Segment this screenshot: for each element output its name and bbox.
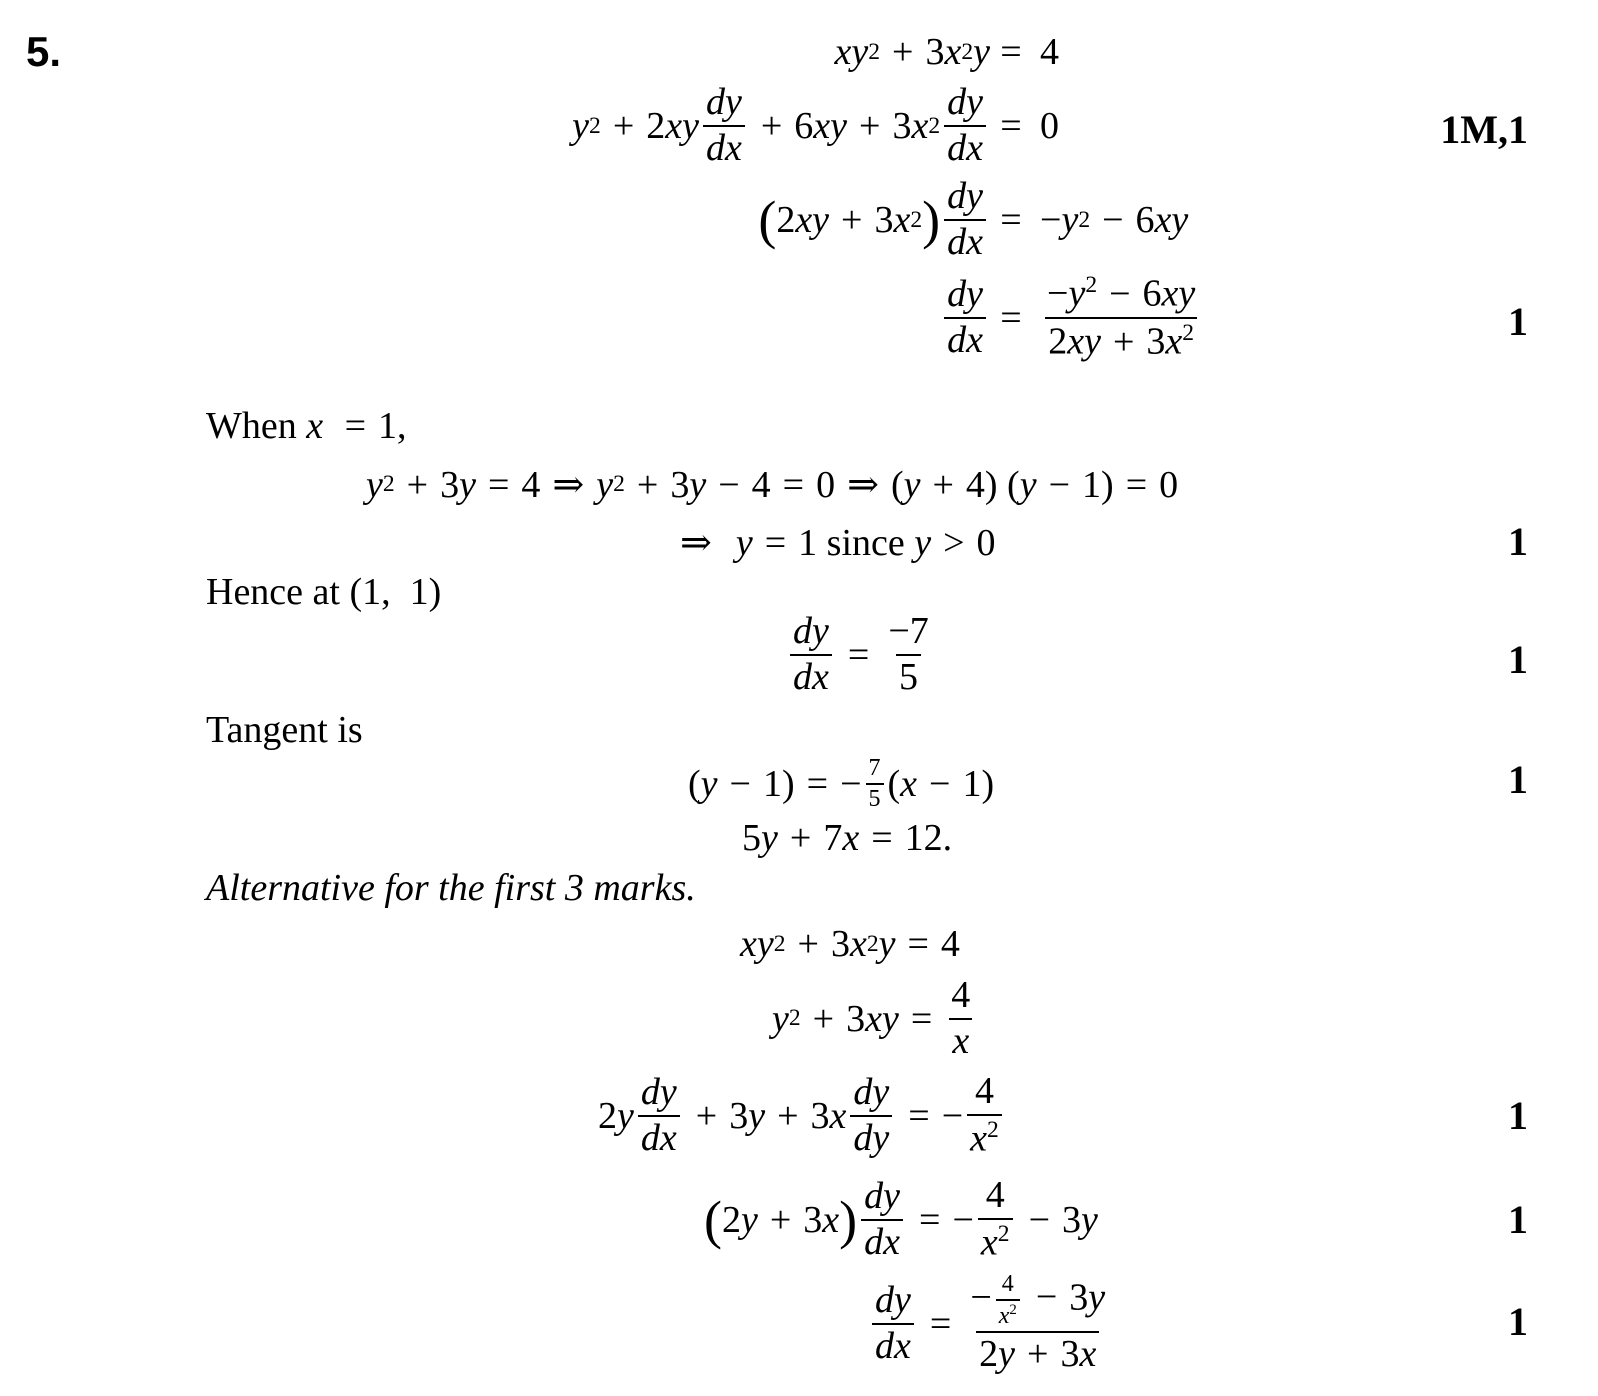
mark-3: 1 — [1508, 519, 1528, 564]
solution-line: ⇒ y = 1 since y > 0 — [680, 521, 996, 564]
deriv-denominator: dx — [872, 1323, 914, 1367]
deriv-numerator: dy — [947, 81, 983, 124]
when-eq: = — [344, 405, 367, 447]
equation-line-1: xy 2 + 3 x 2 y = 4 — [834, 31, 1059, 73]
tangent-final: 5 y + 7 x = 12. — [742, 817, 953, 859]
deriv-denominator: dx — [638, 1115, 680, 1159]
tangent-equation: ( y − 1) = − $\frac{7}{5}$ ( x − 1) — [688, 755, 995, 813]
alt-line-3: 2 y $\frac{dy}{dx}$ + 3 y + 3 x $\frac{dy}{dy}$ = − $\frac{4}{x^2}$ — [598, 1072, 1006, 1159]
deriv-denominator: dx — [703, 125, 745, 169]
since-text: since — [826, 521, 905, 564]
mark-5: 1 — [1508, 757, 1528, 802]
alt-line-5: $\frac{dy}{dx}$ = − $\frac{4}{x^2}$ − 3y 2y + 3x — [868, 1272, 1112, 1375]
deriv-numerator: dy — [640, 1070, 677, 1113]
deriv-denominator: dx — [790, 654, 832, 698]
deriv-numerator: dy — [875, 1278, 911, 1321]
hence-text: Hence at (1, 1) — [206, 571, 442, 613]
mark-8: 1 — [1508, 1299, 1528, 1344]
deriv-numerator: dy — [793, 610, 829, 652]
mark-2: 1 — [1508, 299, 1528, 344]
deriv-numerator: dy — [947, 273, 983, 316]
when-var: x — [306, 405, 324, 447]
deriv-denominator: dx — [944, 317, 986, 361]
equation-line-2: y 2 + 2 xy $\frac{dy}{dx}$ + 6 xy + 3 x 2 $\frac{dy}{dx}$ = 0 — [572, 81, 1059, 169]
deriv-numerator: dy — [947, 175, 983, 218]
deriv-denominator-typo: dy — [850, 1115, 892, 1159]
when-prefix: When — [206, 405, 297, 447]
when-text — [206, 404, 407, 448]
when-value: 1, — [378, 405, 407, 447]
deriv-denominator: dx — [861, 1219, 903, 1263]
substitution-line: y 2 + 3 y = 4 ⇒ y 2 + 3 y − 4 = 0 ⇒ ( y + 4) ( y − 1) = 0 — [366, 463, 1179, 506]
equation-line-4: $\frac{dy}{dx}$ = $\frac{-y^2 - 6xy}{2xy + 3x^2}$ — [0, 278, 1598, 358]
deriv-numerator: dy — [705, 81, 742, 124]
deriv-denominator: dx — [944, 125, 986, 169]
mark-1: 1M,1 — [1440, 107, 1528, 152]
deriv-denominator: dx — [944, 219, 986, 263]
alt-line-2: y 2 + 3 xy = $\frac{4}{x}$ — [772, 974, 971, 1062]
mark-7: 1 — [1508, 1197, 1528, 1242]
alt-line-1: xy 2 + 3 x 2 y = 4 — [740, 923, 960, 965]
question-number: 5. — [26, 28, 62, 75]
tangent-text: Tangent is — [206, 709, 363, 751]
alternative-heading: Alternative for the first 3 marks. — [206, 867, 696, 909]
deriv-numerator: dy — [864, 1174, 901, 1217]
deriv-numerator: dy — [853, 1070, 890, 1113]
mark-4: 1 — [1508, 637, 1528, 682]
gradient-value: $\frac{dy}{dx}$ = $\frac{-7}{5}$ — [786, 612, 936, 698]
mark-6: 1 — [1508, 1093, 1528, 1138]
equation-line-3: ( 2 xy + 3 x 2 ) $\frac{dy}{dx}$ = − y 2 − 6 xy — [758, 175, 1189, 263]
alt-line-4: ( 2 y + 3 x ) $\frac{dy}{dx}$ = − $\frac{4}{x^2}$ − 3 y — [704, 1174, 1098, 1264]
